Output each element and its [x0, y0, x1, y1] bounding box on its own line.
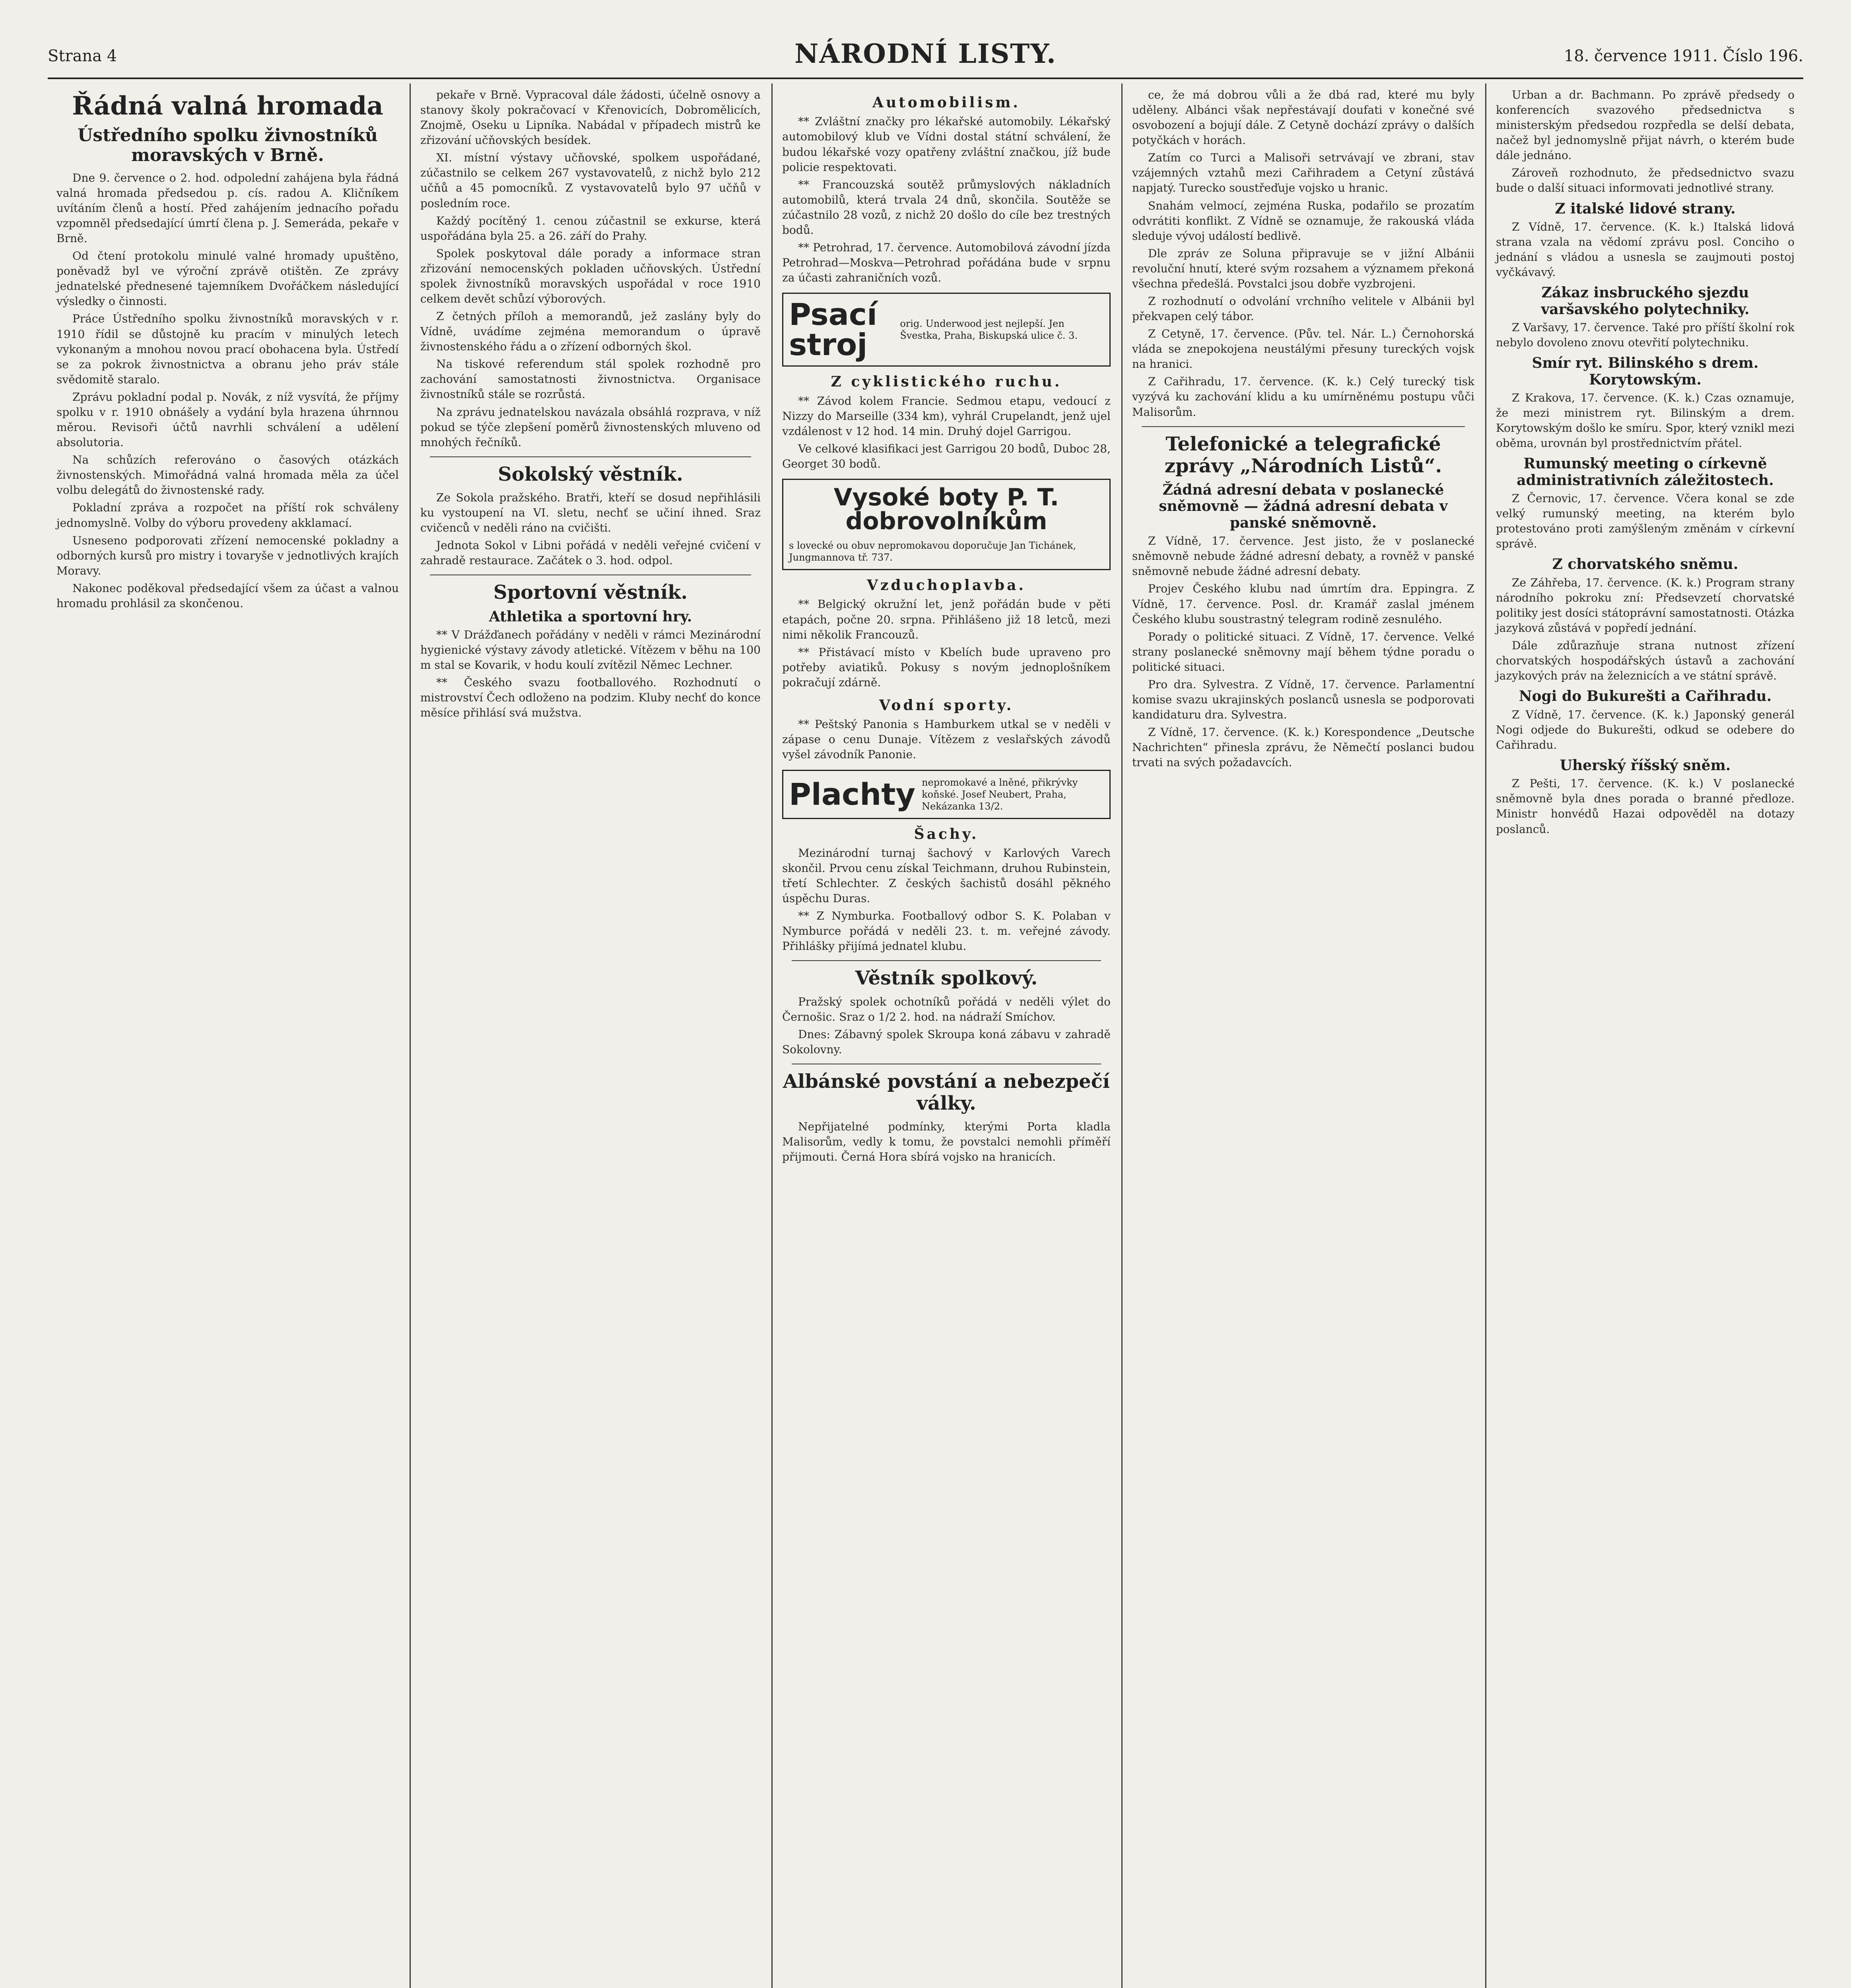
ad-headline: Psací stroj — [789, 297, 877, 363]
paragraph: Snahám velmocí, zejména Ruska, podařilo se prozatím odvrátiti konflikt. Z Vídně se oznamuje, že rakouská vláda sleduje vývoj událostí bedlivě. — [1132, 199, 1474, 243]
paragraph: Dále zdůrazňuje strana nutnost zřízení chorvatských hospodářských ústavů a zachování jazykových práv na železnicích a ve státní správě. — [1496, 639, 1795, 683]
section-title-sokol: Sokolský věstník. — [498, 463, 683, 485]
paragraph: Usneseno podporovati zřízení nemocenské pokladny a odborných kursů pro mistry i tovaryše v jednotlivých krajích Moravy. — [56, 534, 399, 577]
paragraph: Z četných příloh a memorandů, jež zaslány byly do Vídně, uvádíme zejména memorandum o úpravě živnostenského řádu a o zřízení odborných škol. — [420, 310, 761, 353]
section-title-auto: Automobilism. — [872, 94, 1020, 111]
paragraph: ** Petrohrad, 17. července. Automobilová závodní jízda Petrohrad—Moskva—Petrohrad pořádána bude v srpnu za účasti zahraničních vozů. — [782, 241, 1111, 285]
subhead: Z italské lidové strany. — [1555, 200, 1736, 217]
paragraph: Na zprávu jednatelskou navázala obsáhlá rozprava, v níž pokud se týče zlepšení poměrů živnostenských mluveno od mnohých řečníků. — [420, 405, 761, 449]
divider — [1142, 426, 1465, 427]
paragraph: Dle zpráv ze Soluna připravuje se v jižní Albánii revoluční hnutí, které svým rozsahem a významem překoná všechna předešlá. Povstalci jsou dobře vyzbrojeni. — [1132, 247, 1474, 290]
paragraph: Zároveň rozhodnuto, že předsednictvo svazu bude o další situaci informovati jednotlivé strany. — [1496, 166, 1795, 195]
paragraph: Zprávu pokladní podal p. Novák, z níž vysvítá, že příjmy spolku v r. 1910 obnášely a vydání byla hrazena úhrnnou měrou. Revisoři účtů navrhli schválení a udělení absolutoria. — [56, 390, 399, 449]
paragraph: Z Cetyně, 17. července. (Pův. tel. Nár. L.) Černohorská vláda se znepokojena neustálými přesuny tureckých vojsk na hranici. — [1132, 327, 1474, 371]
paragraph: Pokladní zpráva a rozpočet na příští rok schváleny jednomyslně. Volby do výboru provedeny akklamací. — [56, 501, 399, 530]
ad-headline: Vysoké boty P. T. dobrovolníkům — [833, 483, 1059, 536]
section-subtitle: Athletika a sportovní hry. — [489, 608, 692, 625]
advertisement-typewriter — [782, 293, 1111, 367]
section-title-sport: Sportovní věstník. — [493, 581, 688, 604]
column-separator — [771, 83, 773, 1988]
paragraph: Porady o politické situaci. Z Vídně, 17. července. Velké strany poslanecké sněmovny mají během týdne poradu o politické situaci. — [1132, 630, 1474, 674]
paragraph: ** Závod kolem Francie. Sedmou etapu, vedoucí z Nizzy do Marseille (334 km), vyhrál Crupelandt, jenž ujel vzdálenost v 12 hod. 14 min. Druhý dojel Garrigou. — [782, 394, 1111, 438]
issue-date: 18. července 1911. Číslo 196. — [1564, 47, 1803, 65]
paragraph: ** Zvláštní značky pro lékařské automobily. Lékařský automobilový klub ve Vídni dostal státní schválení, že budou lékařské vozy opatřeny zvláštní značkou, jíž bude policie respektovati. — [782, 115, 1111, 174]
paragraph: Z Vídně, 17. července. (K. k.) Japonský generál Nogi odjede do Bukurešti, odkud se odebere do Cařihradu. — [1496, 708, 1795, 751]
ad-text: s lovecké ou obuv nepromokavou doporučuje Jan Tichánek, Jungmannova tř. 737. — [789, 540, 1076, 563]
paragraph: pekaře v Brně. Vypracoval dále žádosti, účelně osnovy a stanovy školy pokračovací v Křenovicích, Dobromělicích, Znojmě, Oseku u Lipníka. Nabádal v případech mistrů ke zřizování učňovských besídek. — [420, 88, 761, 147]
article-title-albania: Albánské povstání a nebezpečí války. — [783, 1070, 1110, 1115]
masthead — [48, 36, 1803, 80]
section-title-water: Vodní sporty. — [879, 697, 1014, 714]
subhead: Zákaz insbruckého sjezdu varšavského polytechniky. — [1541, 284, 1750, 318]
section-title-telegraph: Telefonické a telegrafické zprávy „Národních Listů“. — [1164, 433, 1442, 477]
divider — [792, 960, 1101, 961]
paragraph: Dnes: Zábavný spolek Skroupa koná zábavu v zahradě Sokolovny. — [782, 1027, 1111, 1056]
column-separator — [410, 83, 411, 1988]
subhead: Rumunský meeting o církevně administrativních záležitostech. — [1517, 455, 1774, 489]
paragraph: Pro dra. Sylvestra. Z Vídně, 17. července. Parlamentní komise svazu ukrajinských poslanců usnesla se podporovati kandidaturu dra. Sylvestra. — [1132, 678, 1474, 722]
paragraph: Ve celkové klasifikaci jest Garrigou 20 bodů, Duboc 28, Georget 30 bodů. — [782, 442, 1111, 470]
advertisement-boots — [782, 479, 1111, 570]
paragraph: Z Vídně, 17. července. (K. k.) Italská lidová strana vzala na vědomí zprávu posl. Conciho o jednání s vládou a usnesla se zaujmouti postoj vyčkávavý. — [1496, 220, 1795, 279]
paragraph: Nepřijatelné podmínky, kterými Porta kladla Malisorům, vedly k tomu, že povstalci nemohli příměří přijmouti. Černá Hora sbírá vojsko na hranicích. — [782, 1120, 1111, 1164]
paragraph: Jednota Sokol v Libni pořádá v neděli veřejné cvičení v zahradě restaurace. Začátek o 3. hod. odpol. — [420, 539, 761, 567]
paragraph: Zatím co Turci a Malisoři setrvávají ve zbrani, stav vzájemných vztahů mezi Cařihradem a Cetyní zůstává napjatý. Turecko soustřeďuje vojsko u hranic. — [1132, 151, 1474, 195]
paragraph: Ze Záhřeba, 17. července. (K. k.) Program strany národního pokroku zní: Předsevzetí chorvatské politiky jest dosíci státoprávní samostatnosti. Otázka jazyková zůstává v popředí jednání. — [1496, 576, 1795, 635]
ad-text: orig. Underwood jest nejlepší. Jen Švestka, Praha, Biskupská ulice č. 3. — [900, 318, 1078, 342]
ad-text: nepromokavé a lněné, přikrývky koňské. Josef Neubert, Praha, Nekázanka 13/2. — [922, 777, 1078, 812]
subhead: Uherský říšský sněm. — [1560, 757, 1731, 774]
paragraph: Z Krakova, 17. července. (K. k.) Czas oznamuje, že mezi ministrem ryt. Bilinským a drem. Korytowským došlo ke smíru. Spor, který vznikl mezi oběma, urovnán byl prostřednictvím přátel. — [1496, 391, 1795, 450]
paragraph: Ze Sokola pražského. Bratři, kteří se dosud nepřihlásili ku vystoupení na VI. sletu, nechť se učiní ihned. Sraz cvičenců v neděli ráno na cvičišti. — [420, 491, 761, 535]
section-title-cycling: Z cyklistického ruchu. — [831, 373, 1062, 390]
paragraph: ce, že má dobrou vůli a že dbá rad, které mu byly uděleny. Albánci však nepřestávají doufati v konečné své osvobození a bojují dále. Z Cetyně dochází zprávy o dalších potyčkách v horách. — [1132, 88, 1474, 147]
column-5 — [1487, 87, 1803, 1988]
paragraph: ** V Drážďanech pořádány v neděli v rámci Mezinárodní hygienické výstavy závody atletické. Vítězem v běhu na 100 m stal se Kovarik, v hodu koulí zvítězil Němec Lechner. — [420, 628, 761, 672]
paragraph: Práce Ústředního spolku živnostníků moravských v r. 1910 řídil se důstojně ku pracím v minulých letech vykonaným a mnohou novou prací obohacena byla. Ústředí se za pokrok živnostnictva a obranu jeho práv stále svědomitě staralo. — [56, 312, 399, 386]
paragraph: Pražský spolek ochotníků pořádá v neděli výlet do Černošic. Sraz o 1/2 2. hod. na nádraží Smíchov. — [782, 995, 1111, 1023]
section-title-chess: Šachy. — [914, 825, 979, 843]
paragraph: Z Vídně, 17. července. Jest jisto, že v poslanecké sněmovně nebude žádné adresní debaty, a rovněž v panské sněmovně nebude žádné adresní debaty. — [1132, 534, 1474, 578]
column-1 — [48, 87, 408, 1988]
header-rule — [48, 78, 1803, 79]
subhead: Nogi do Bukurešti a Cařihradu. — [1519, 688, 1772, 705]
article-title: Řádná valná hromada — [72, 91, 383, 121]
divider — [430, 456, 751, 457]
paragraph: Projev Českého klubu nad úmrtím dra. Eppingra. Z Vídně, 17. července. Posl. dr. Kramář zaslal jménem Českého klubu soustrastný telegram rodině zesnulého. — [1132, 582, 1474, 626]
paragraph: Urban a dr. Bachmann. Po zprávě předsedy o konferencích svazového předsednictva s ministerským předsedou rozpředla se delší debata, načež byl jednomyslně přijat návrh, o kterém bude dále jednáno. — [1496, 88, 1795, 162]
column-separator — [1121, 83, 1123, 1988]
paragraph: ** Belgický okružní let, jenž pořádán bude v pěti etapách, počne 20. srpna. Přihlášeno již 18 letců, mezi nimi několik Francouzů. — [782, 598, 1111, 641]
paragraph: Nakonec poděkoval předsedající všem za účast a valnou hromadu prohlásil za skončenou. — [56, 581, 399, 610]
column-4 — [1123, 87, 1483, 1988]
paragraph: Z Pešti, 17. července. (K. k.) V poslanecké sněmovně byla dnes porada o branné předloze. Ministr honvédů Hazai odpověděl na dotazy poslanců. — [1496, 777, 1795, 836]
section-title-aviation: Vzduchoplavba. — [867, 577, 1026, 594]
article-subtitle: Ústředního spolku živnostníků moravských v Brně. — [77, 125, 378, 166]
paragraph: Spolek poskytoval dále porady a informace stran zřizování nemocenských pokladen učňovských. Ústřední spolek živnostníků moravských uspořádal v roce 1910 celkem devět schůzí výborových. — [420, 247, 761, 306]
paragraph: Z Cařihradu, 17. července. (K. k.) Celý turecký tisk vyzývá ku zachování klidu a ku umírněnému postupu vůči Malisorům. — [1132, 375, 1474, 419]
ad-headline: Plachty — [789, 776, 916, 812]
advertisement-tarps — [782, 770, 1111, 819]
subhead: Z chorvatského sněmu. — [1552, 556, 1738, 573]
section-subtitle: Žádná adresní debata v poslanecké sněmovně — žádná adresní debata v panské sněmovně. — [1159, 481, 1448, 531]
paragraph: XI. místní výstavy učňovské, spolkem uspořádané, zúčastnilo se celkem 267 vystavovatelů, z nichž bylo 212 učňů a 45 pomocníků. Z vystavovatelů bylo 97 učňů v posledním roce. — [420, 151, 761, 210]
section-title-clubs: Věstník spolkový. — [855, 967, 1038, 990]
paragraph: Z Vídně, 17. července. (K. k.) Korespondence „Deutsche Nachrichten“ přinesla zprávu, že Němečtí poslanci budou trvati na svých požadavcích. — [1132, 726, 1474, 769]
column-2 — [412, 87, 769, 1988]
newspaper-title: NÁRODNÍ LISTY. — [794, 38, 1057, 69]
subhead: Smír ryt. Bilinského s drem. Korytowským. — [1532, 355, 1759, 388]
paragraph: Z Černovic, 17. července. Včera konal se zde velký rumunský meeting, na kterém bylo protestováno proti zamýšleným změnám v církevní správě. — [1496, 492, 1795, 551]
paragraph: ** Peštský Panonia s Hamburkem utkal se v neděli v zápase o cenu Dunaje. Vítězem z veslařských závodů vyšel závodník Panonie. — [782, 718, 1111, 761]
column-3 — [773, 87, 1119, 1988]
paragraph: Mezinárodní turnaj šachový v Karlových Varech skončil. Prvou cenu získal Teichmann, druhou Rubinstein, třetí Schlechter. Z českých šachistů dosáhl pěkného úspěchu Duras. — [782, 846, 1111, 905]
paragraph: Z rozhodnutí o odvolání vrchního velitele v Albánii byl překvapen celý tábor. — [1132, 295, 1474, 323]
paragraph: ** Z Nymburka. Footballový odbor S. K. Polaban v Nymburce pořádá v neděli 23. t. m. veřejné závody. Přihlášky přijímá jednatel klubu. — [782, 909, 1111, 953]
paragraph: Dne 9. července o 2. hod. odpolední zahájena byla řádná valná hromada předsedou p. cís. radou A. Kličníkem uvítáním členů a hostí. Před zahájením jednacího pořadu vzpomněl předsedající úmrtí člena p. J. Semeráda, pekaře v Brně. — [56, 171, 399, 245]
paragraph: Z Varšavy, 17. července. Také pro příští školní rok nebylo dovoleno znovu otevřití polytechniku. — [1496, 321, 1795, 349]
paragraph: ** Přistávací místo v Kbelích bude upraveno pro potřeby aviatiků. Pokusy s novým jednoplošníkem pokračují zdárně. — [782, 645, 1111, 689]
column-separator — [1485, 83, 1486, 1988]
paragraph: ** Českého svazu footballového. Rozhodnutí o mistrovství Čech odloženo na podzim. Kluby nechť do konce měsíce přihlásí svá mužstva. — [420, 676, 761, 720]
paragraph: Každý pocítěný 1. cenou zúčastnil se exkurse, která uspořádána byla 25. a 26. září do Prahy. — [420, 214, 761, 243]
paragraph: Od čtení protokolu minulé valné hromady upuštěno, poněvadž byl ve výroční zprávě otištěn. Ze zprávy jednatelské přednesené tajemníkem Dvořáčkem následující výsledky o činnosti. — [56, 249, 399, 308]
paragraph: ** Francouzská soutěž průmyslových nákladních automobilů, která trvala 24 dnů, skončila. Soutěže se zúčastnilo 28 vozů, z nichž 20 došlo do cíle bez trestných bodů. — [782, 178, 1111, 237]
paragraph: Na tiskové referendum stál spolek rozhodně pro zachování samostatnosti živnostnictva. Organisace živnostníků stále se rozrůstá. — [420, 357, 761, 401]
paragraph: Na schůzích referováno o časových otázkách živnostenských. Mimořádná valná hromada měla za účel volbu delegátů do živnostenské rady. — [56, 453, 399, 497]
page-number: Strana 4 — [48, 47, 117, 65]
